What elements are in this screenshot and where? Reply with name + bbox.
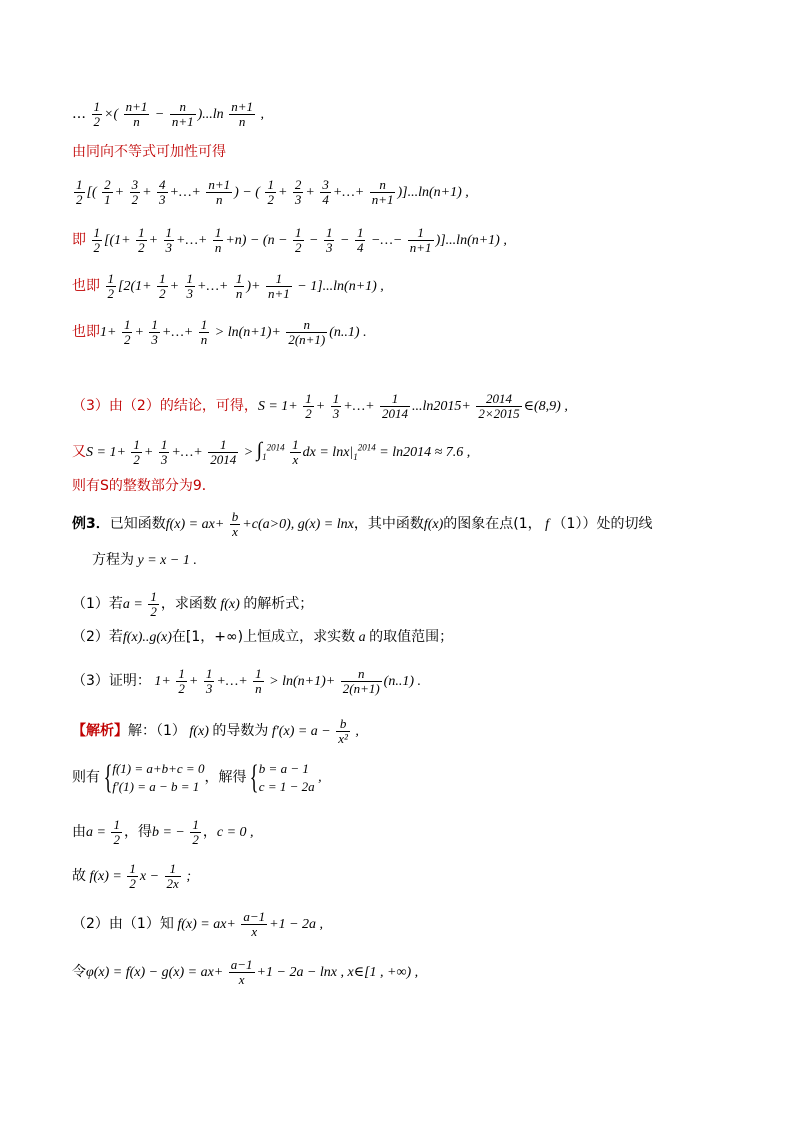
- part2-solution-line: （2）由（1）知 f(x) = ax+ $\frac{a-1}{x}$ +1 − 2a ,: [72, 909, 324, 940]
- derivation-line-1: … $\frac{1}{2}$ ×( $\frac{n+1}{n}$ − $\frac{n}{n+1}$ )...ln $\frac{n+1}{n}$ ,: [72, 99, 264, 130]
- label-yeji-2: 也即: [72, 324, 100, 341]
- derivation-line-5: 也即 $\frac{1}{2}$ [2(1+ $\frac{1}{2}$ + $\frac{1}{3}$ +…+ $\frac{1}{n}$ )+ $\frac{1}{n+1}$ − 1]...ln(n+1) ,: [72, 271, 384, 302]
- analysis-label: 【解析】: [72, 723, 128, 740]
- text: ，解得: [204, 769, 247, 786]
- text: （3）证明：: [72, 673, 151, 690]
- text: （1）若: [72, 596, 123, 613]
- ellipsis: …: [72, 106, 86, 123]
- text: ，得: [123, 824, 152, 841]
- text: 的取值范围；: [369, 629, 454, 645]
- label-yeji: 也即: [72, 278, 100, 295]
- integral-line: 又S = 1+ $\frac{1}{2}$ + $\frac{1}{3}$ +…+ $\frac{1}{2014}$ > $\int_1^{2014}$ $\frac{1}{x}$ dx = $\ln x|_1^{2014} = \ln 2014 \approx 7.6$ ,: [72, 437, 471, 468]
- text: （2）由（1）知: [72, 916, 174, 933]
- solution-start: 【解析】解：（1） f(x) 的导数为 f′(x) = a − $\frac{b}{\text{x²}}$ ,: [72, 716, 359, 747]
- tangent-line-equation: 方程为 y = x − 1 .: [92, 552, 197, 568]
- label-you: 又: [72, 444, 86, 461]
- question-1: （1）若a = $\frac{1}{2}$ ，求函数 f(x) 的解析式；: [72, 589, 314, 620]
- label-ji: 即: [72, 232, 86, 249]
- example3-statement: 例3．已知函数f(x) = ax+ $\frac{b}{x}$ +c(a>0), g(x) = lnx，其中函数f(x)的图象在点(1， f （1））处的切线: [72, 509, 653, 540]
- text: 在[1，+∞)上恒成立，求实数: [171, 629, 356, 645]
- function-result-line: 故 f(x) = $\frac{1}{2}$ x − $\frac{1}{2x}$ ;: [72, 861, 191, 892]
- text: 方程为: [92, 552, 134, 568]
- text: ，: [202, 824, 217, 841]
- question-2: （2）若f(x)..g(x)在[1，+∞)上恒成立，求实数 a 的取值范围；: [72, 629, 454, 645]
- part3-label: （3）由（2）的结论，可得，: [72, 398, 258, 415]
- text: 的图象在点(1，: [443, 516, 542, 533]
- text: 的导数为: [212, 723, 269, 740]
- phi-definition-line: 令φ(x) = f(x) − g(x) = ax+ $\frac{a-1}{x}$ +1 − 2a − lnx , x∈[1 , +∞) ,: [72, 957, 419, 988]
- text: （1））处的切线: [552, 516, 653, 533]
- derivation-line-3: $\frac{1}{2}$ [( $\frac{2}{1}$ + $\frac{3}{2}$ + $\frac{4}{3}$ +…+ $\frac{n+1}{n}$ ) − ( $\frac{1}{2}$ + $\frac{2}{3}$ + $\frac{3}{4}$ +…+ $\frac{n}{n+1}$ )]...ln(n+1) ,: [76, 177, 469, 208]
- text: 由: [72, 824, 86, 841]
- equation-system-line: 则有 {f(1) = a+b+c = 0 f′(1) = a − b = 1，解得 {b = a − 1 c = 1 − 2a ,: [72, 759, 322, 797]
- text: 则有S的整数部分为9．: [72, 478, 216, 494]
- text: 则有: [72, 769, 100, 786]
- integer-part-conclusion: [72, 479, 216, 493]
- substitution-line: 由a = $\frac{1}{2}$ ，得b = − $\frac{1}{2}$ ，c = 0 ,: [72, 817, 254, 848]
- text: ，求函数: [160, 596, 217, 613]
- part3-line: （3）由（2）的结论，可得，S = 1+ $\frac{1}{2}$ + $\frac{1}{3}$ +…+ $\frac{1}{2014}$ ...ln2015+ $\frac{2014}{2\times 2015}$ ∈(8,9) ,: [72, 391, 568, 422]
- text: 已知函数: [109, 516, 166, 533]
- derivation-line-4: 即 $\frac{1}{2}$ [(1+ $\frac{1}{2}$ + $\frac{1}{3}$ +…+ $\frac{1}{n}$ +n) − (n − $\frac{1}{2}$ − $\frac{1}{3}$ − $\frac{1}{4}$ −…− $\frac{1}{n+1}$ )]...ln(n+1) ,: [72, 225, 507, 256]
- text: ，其中函数: [353, 516, 424, 533]
- text: 由同向不等式可加性可得: [72, 144, 226, 160]
- text: 解：（1）: [128, 723, 186, 740]
- text: （2）若: [72, 629, 123, 645]
- text: 的解析式；: [243, 596, 314, 613]
- example-label: 例3．: [72, 516, 110, 533]
- additivity-statement: [72, 145, 226, 159]
- text: 令: [72, 964, 86, 981]
- derivation-line-6: 也即1+ $\frac{1}{2}$ + $\frac{1}{3}$ +…+ $\frac{1}{n}$ > ln(n+1)+ $\frac{n}{2(n+1)}$ (n..1) .: [72, 317, 367, 348]
- question-3: （3）证明： 1+ $\frac{1}{2}$ + $\frac{1}{3}$ +…+ $\frac{1}{n}$ > ln(n+1)+ $\frac{n}{2(n+1)}$ (n..1) .: [72, 666, 421, 697]
- text: 故: [72, 868, 86, 885]
